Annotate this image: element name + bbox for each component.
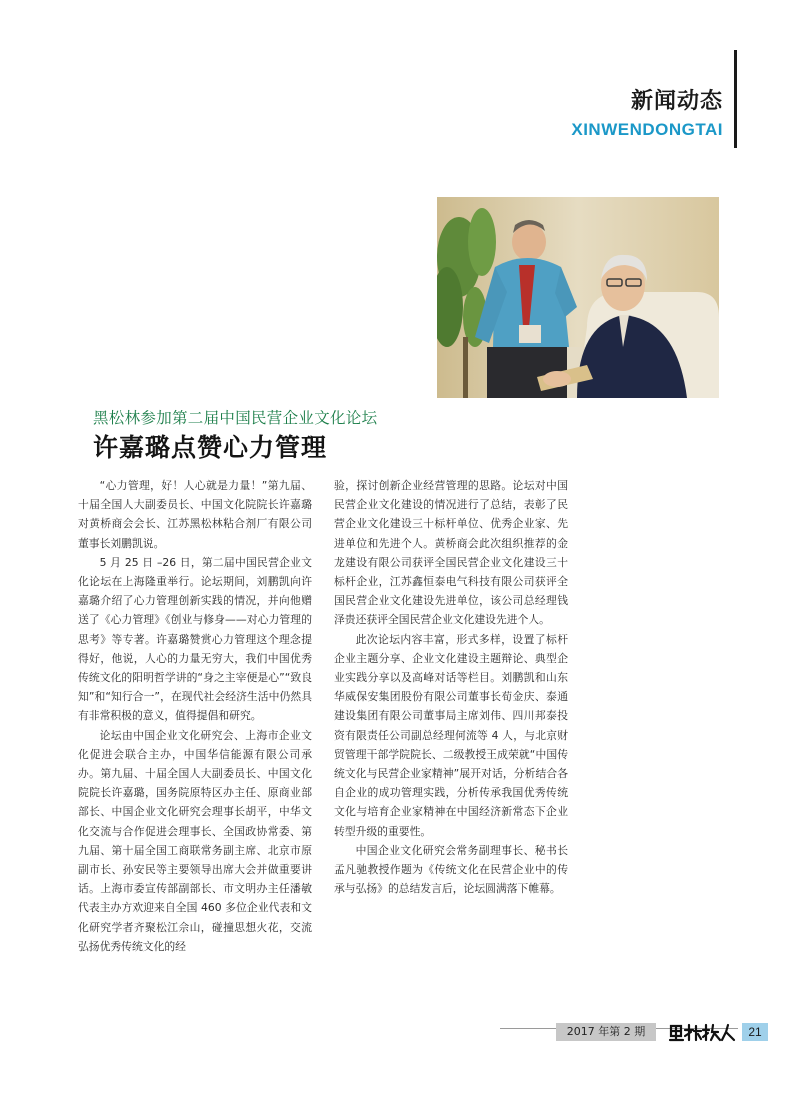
paragraph: 5 月 25 日 –26 日，第二届中国民营企业文化论坛在上海隆重举行。论坛期间，刘鹏凯向许嘉璐介绍了心力管理创新实践的情况，并向他赠送了《心力管理》《创业与修身——对心力管理的思考》等专著。许嘉璐赞赏心力管理这个理念提得好，他说，人心的力量无穷大，我们中国优秀传统文化的阳明哲学讲的“身之主宰便是心”“致良知”和“知行合一”，在现代社会经济生活中仍然具有非常积极的意义，值得提倡和研究。: [78, 555, 312, 723]
header-divider: [734, 50, 737, 148]
issue-label: 2017 年第 2 期: [556, 1023, 656, 1041]
article-body-left-column: [78, 476, 312, 956]
article-subtitle: 黑松林参加第二届中国民营企业文化论坛: [93, 409, 378, 427]
section-title: 新闻动态: [630, 89, 723, 114]
paragraph: 此次论坛内容丰富，形式多样，设置了标杆企业主题分享、企业文化建设主题辩论、典型企业实践分享以及高峰对话等栏目。刘鹏凯和山东华威保安集团股份有限公司董事长荀金庆、泰通建设集团有限公司董事局主席刘伟、四川邦泰投资有限责任公司副总经理何流等 4 人，与北京财贸管理干部学院院长、二级教授王成荣就“中国传统文化与民营企业家精神”展开对话，分析结合各自企业的成功管理实践，分析传承我国优秀传统文化与培育企业家精神在中国经济新常态下企业转型升级的重要性。: [334, 632, 568, 838]
paragraph: 中国企业文化研究会常务副理事长、秘书长孟凡驰教授作题为《传统文化在民营企业中的传承与弘扬》的总结发言后，论坛圆满落下帷幕。: [334, 843, 568, 896]
magazine-logo: [668, 1022, 738, 1042]
paragraph: 论坛由中国企业文化研究会、上海市企业文化促进会联合主办，中国华信能源有限公司承办。第九届、十届全国人大副委员长、中国文化院院长许嘉璐，国务院原特区办主任、原商业部部长、中国企业文化研究会理事长胡平，中华文化交流与合作促进会理事长、全国政协常委、第九届、第十届全国工商联常务副主席、北京市原副市长、孙安民等主要领导出席大会并做重要讲话。上海市委宣传部副部长、市文明办主任潘敏代表主办方欢迎来自全国 460 多位企业代表和文化研究学者齐聚松江佘山，碰撞思想火花，交流弘扬优秀传统文化的经: [78, 728, 312, 953]
article-photo: [437, 197, 719, 398]
paragraph: “心力管理，好！人心就是力量！”第九届、十届全国人大副委员长、中国文化院院长许嘉璐对黄桥商会会长、江苏黑松林粘合剂厂有限公司董事长刘鹏凯说。: [78, 479, 312, 550]
article-body-right-column: [334, 476, 568, 898]
section-title-pinyin: XINWENDONGTAI: [571, 120, 723, 139]
paragraph-continued: 验，探讨创新企业经营管理的思路。论坛对中国民营企业文化建设的情况进行了总结，表彰了民营企业文化建设三十标杆单位、优秀企业家、先进单位和先进个人。黄桥商会此次组织推荐的金龙建设有限公司获评全国民营企业文化建设三十标杆企业，江苏鑫恒泰电气科技有限公司获评全国民营企业文化建设先进单位，该公司总经理钱泽贵还获评全国民营企业文化建设先进个人。: [334, 479, 568, 627]
page-number: 21: [742, 1023, 768, 1041]
article-title: 许嘉璐点赞心力管理: [93, 433, 328, 462]
